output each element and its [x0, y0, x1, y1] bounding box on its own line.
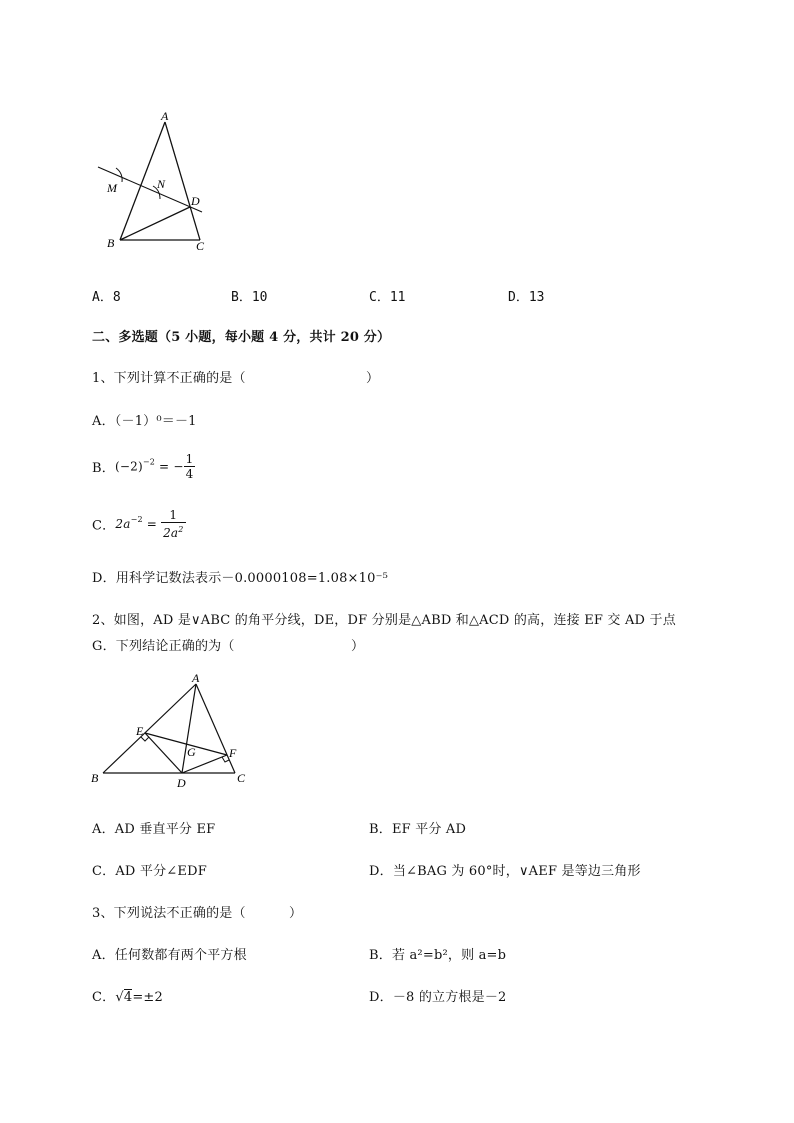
figure-triangle-abc	[90, 110, 220, 260]
q2-option-c: C．AD 平分∠EDF	[92, 864, 207, 879]
q3-stem-end: ）	[289, 906, 303, 921]
q1-option-c-eq: =	[142, 517, 162, 531]
label-N: N	[157, 177, 166, 191]
q1-option-d: D．用科学记数法表示－0.0000108=1.08×10⁻⁵	[92, 571, 389, 586]
label-B: B	[107, 236, 115, 250]
label-B: B	[91, 771, 99, 785]
q1-option-b	[92, 452, 195, 481]
q1-option-b-label: B．	[92, 461, 115, 476]
option-d: D．13	[508, 290, 545, 305]
q1-option-c-den	[161, 523, 186, 540]
q2-stem-line2: G．下列结论正确的为（	[92, 639, 235, 654]
label-M: M	[107, 181, 117, 195]
q1-option-b-lhs: (−2)	[114, 459, 143, 474]
q1-stem-end: ）	[366, 371, 380, 386]
label-D: D	[191, 194, 200, 208]
label-G: G	[187, 745, 196, 759]
q1-option-c-num: 1	[161, 508, 186, 523]
label-A: A	[161, 110, 169, 123]
q1-option-b-eq: = −	[155, 459, 184, 474]
q1-option-b-den: 4	[185, 467, 194, 481]
q1-option-b-exp: −2	[142, 457, 156, 467]
q1-option-c-lhs: 2a	[115, 517, 131, 531]
q1-option-a: A．（－1）⁰＝－1	[92, 414, 197, 429]
q1-option-c-den-exp: 2	[178, 525, 184, 534]
q3-option-c-radicand: 4	[123, 990, 133, 1005]
label-F: F	[229, 746, 237, 760]
q2-option-d: D．当∠BAG 为 60°时，∨AEF 是等边三角形	[369, 864, 641, 879]
label-D: D	[177, 776, 186, 790]
q3-option-a: A．任何数都有两个平方根	[92, 948, 247, 963]
q1-option-c-den-base: 2a	[163, 526, 179, 540]
q1-option-c-exp: −2	[130, 515, 143, 525]
q2-stem-line1: 2、如图，AD 是∨ABC 的角平分线，DE，DF 分别是△ABD 和△ACD 的高，连接 EF 交 AD 于点	[92, 613, 676, 628]
q3-option-c	[92, 986, 163, 1005]
q1-option-c-label: C．	[92, 518, 116, 534]
q1-option-b-num: 1	[185, 452, 194, 466]
q1-option-b-fraction	[184, 452, 196, 481]
label-A: A	[192, 672, 200, 685]
option-b: B．10	[231, 290, 268, 305]
q3-option-c-rest: =±2	[132, 990, 163, 1005]
q2-stem-end: ）	[351, 639, 365, 654]
label-C: C	[237, 771, 246, 785]
figure-triangle-abc-bisector	[88, 672, 258, 790]
q2-option-b: B．EF 平分 AD	[369, 822, 467, 837]
q3-option-d: D．－8 的立方根是－2	[369, 990, 507, 1005]
q2-option-a: A．AD 垂直平分 EF	[92, 822, 216, 837]
option-a: A．8	[92, 290, 121, 305]
q3-option-c-label: C．	[92, 990, 116, 1005]
q1-option-c	[92, 508, 186, 540]
q3-option-b: B．若 a²=b²，则 a=b	[369, 948, 507, 963]
q3-stem: 3、下列说法不正确的是（	[92, 906, 246, 921]
option-c: C．11	[369, 290, 406, 305]
section-title: 二、多选题（5 小题，每小题 4 分，共计 20 分）	[92, 330, 391, 345]
sqrt-sign-icon: √	[115, 990, 124, 1005]
q1-stem: 1、下列计算不正确的是（	[92, 371, 246, 386]
q1-option-c-fraction	[161, 508, 186, 540]
label-E: E	[136, 724, 144, 738]
label-C: C	[196, 239, 205, 253]
